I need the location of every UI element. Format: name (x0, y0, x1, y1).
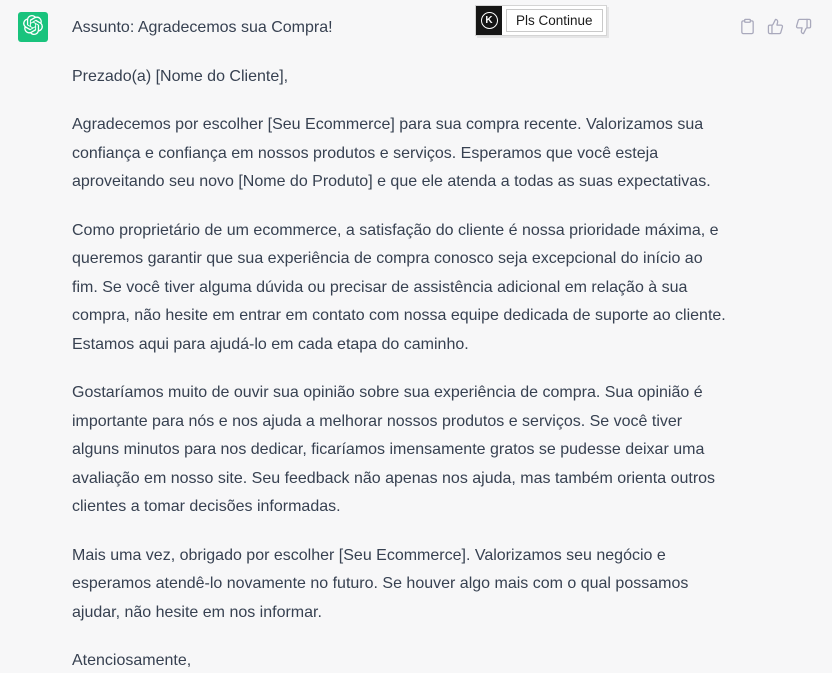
message-paragraph: Prezado(a) [Nome do Cliente], (72, 67, 289, 85)
assistant-avatar (18, 12, 48, 42)
openai-logo-icon (23, 15, 43, 40)
copy-icon (739, 18, 756, 35)
pls-continue-button[interactable]: Pls Continue (506, 9, 603, 32)
message-content (72, 0, 732, 673)
message-subject-line: Assunto: Agradecemos sua Compra! (72, 19, 333, 36)
copy-button[interactable] (739, 18, 756, 35)
thumbs-up-icon (767, 18, 784, 35)
message-paragraph: Agradecemos por escolher [Seu Ecommerce] para sua compra recente. Valorizamos sua confiança e confiança em nossos produtos e serviços. Esperamos que você esteja aproveitando seu novo [Nome do Produto] e que ele atenda a todas as suas expectativas. (72, 116, 711, 190)
message-paragraph: Mais uma vez, obrigado por escolher [Seu Ecommerce]. Valorizamos seu negócio e esperamos atendê-lo novamente no futuro. Se houver algo mais com o qual possamos ajudar, não hesite em nos informar. (72, 546, 689, 621)
thumbs-down-icon (795, 18, 812, 35)
message-paragraph: Gostaríamos muito de ouvir sua opinião sobre sua experiência de compra. Sua opinião é importante para nós e nos ajuda a melhorar nossos produtos e serviços. Se você tiver alguns minutos para nos dedicar, ficaríamos imensamente gratos se pudesse deixar uma avaliação em nosso site. Seu feedback não apenas nos ajuda, mas também orienta outros clientes a tomar decisões informadas. (72, 384, 716, 515)
circled-k-icon: K (481, 12, 498, 29)
thumbs-down-button[interactable] (795, 18, 812, 35)
message-paragraph: Como proprietário de um ecommerce, a satisfação do cliente é nossa prioridade máxima, e queremos garantir que sua experiência de compra conosco seja excepcional do início ao fim. Se você tiver alguma dúvida ou precisar de assistência adicional em relação à sua compra, não hesite em entrar em contato com nossa equipe dedicada de suporte ao cliente. Estamos aqui para ajudá-lo em cada etapa do caminho. (72, 221, 726, 353)
message-closing-line: Atenciosamente, (72, 652, 192, 669)
message-actions (739, 18, 812, 35)
thumbs-up-button[interactable] (767, 18, 784, 35)
continue-extension-widget[interactable] (475, 5, 607, 36)
extension-k-badge (476, 6, 502, 35)
